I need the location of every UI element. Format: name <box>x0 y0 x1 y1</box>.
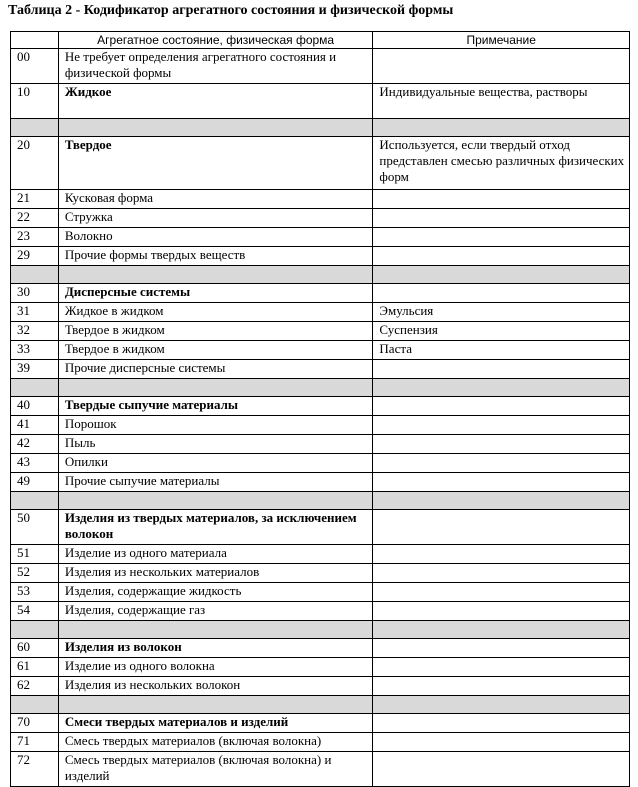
code-cell: 40 <box>11 397 59 416</box>
code-cell: 53 <box>11 583 59 602</box>
note-cell <box>373 190 630 209</box>
code-cell: 62 <box>11 677 59 696</box>
table-row <box>11 714 630 733</box>
code-cell: 42 <box>11 435 59 454</box>
table-row <box>11 658 630 677</box>
table-row <box>11 733 630 752</box>
form-cell: Изделие из одного волокна <box>58 658 373 677</box>
code-cell: 21 <box>11 190 59 209</box>
table-row <box>11 209 630 228</box>
code-cell: 52 <box>11 564 59 583</box>
note-cell <box>373 510 630 545</box>
code-cell: 23 <box>11 228 59 247</box>
separator-row <box>11 492 630 510</box>
table-row <box>11 602 630 621</box>
note-cell <box>373 545 630 564</box>
code-cell: 61 <box>11 658 59 677</box>
form-cell: Твердые сыпучие материалы <box>58 397 373 416</box>
table-row <box>11 190 630 209</box>
note-cell: Суспензия <box>373 322 630 341</box>
table-row <box>11 677 630 696</box>
separator-cell <box>11 696 59 714</box>
form-cell: Дисперсные системы <box>58 284 373 303</box>
table-body <box>11 49 630 787</box>
table-row <box>11 360 630 379</box>
form-cell: Прочие формы твердых веществ <box>58 247 373 266</box>
form-cell: Изделия из нескольких материалов <box>58 564 373 583</box>
note-cell: Эмульсия <box>373 303 630 322</box>
code-cell: 29 <box>11 247 59 266</box>
form-cell: Кусковая форма <box>58 190 373 209</box>
note-cell <box>373 677 630 696</box>
table-row <box>11 435 630 454</box>
form-cell: Опилки <box>58 454 373 473</box>
form-cell: Изделия из нескольких волокон <box>58 677 373 696</box>
note-cell <box>373 228 630 247</box>
separator-cell <box>11 492 59 510</box>
separator-row <box>11 696 630 714</box>
form-cell: Прочие сыпучие материалы <box>58 473 373 492</box>
form-cell: Смесь твердых материалов (включая волокна) и изделий <box>58 752 373 787</box>
note-cell <box>373 658 630 677</box>
note-cell: Используется, если твердый отход представлен смесью различных физических форм <box>373 137 630 190</box>
separator-cell <box>58 266 373 284</box>
form-cell: Не требует определения агрегатного состояния и физической формы <box>58 49 373 84</box>
note-cell <box>373 639 630 658</box>
note-cell <box>373 564 630 583</box>
separator-cell <box>58 119 373 137</box>
code-cell: 20 <box>11 137 59 190</box>
code-cell: 49 <box>11 473 59 492</box>
table-row <box>11 752 630 787</box>
form-cell: Пыль <box>58 435 373 454</box>
form-cell: Волокно <box>58 228 373 247</box>
note-cell <box>373 247 630 266</box>
separator-cell <box>373 379 630 397</box>
form-cell: Твердое <box>58 137 373 190</box>
code-cell: 43 <box>11 454 59 473</box>
code-cell: 39 <box>11 360 59 379</box>
note-cell <box>373 583 630 602</box>
form-cell: Изделия из волокон <box>58 639 373 658</box>
separator-cell <box>11 266 59 284</box>
codifier-table <box>10 31 630 787</box>
table-row <box>11 303 630 322</box>
separator-cell <box>373 119 630 137</box>
note-cell <box>373 733 630 752</box>
note-cell <box>373 49 630 84</box>
note-cell <box>373 284 630 303</box>
note-cell <box>373 752 630 787</box>
form-cell: Порошок <box>58 416 373 435</box>
code-cell: 00 <box>11 49 59 84</box>
note-cell <box>373 602 630 621</box>
separator-cell <box>11 621 59 639</box>
separator-cell <box>373 696 630 714</box>
form-cell: Изделия, содержащие жидкость <box>58 583 373 602</box>
separator-cell <box>58 621 373 639</box>
form-cell: Жидкое <box>58 84 373 119</box>
separator-cell <box>373 621 630 639</box>
code-cell: 50 <box>11 510 59 545</box>
separator-row <box>11 119 630 137</box>
code-cell: 30 <box>11 284 59 303</box>
code-cell: 41 <box>11 416 59 435</box>
table-row <box>11 284 630 303</box>
table-row <box>11 510 630 545</box>
note-cell <box>373 209 630 228</box>
table-row <box>11 454 630 473</box>
table-row <box>11 639 630 658</box>
table-row <box>11 545 630 564</box>
table-row <box>11 341 630 360</box>
header-note: Примечание <box>373 32 630 49</box>
form-cell: Жидкое в жидком <box>58 303 373 322</box>
separator-row <box>11 379 630 397</box>
note-cell <box>373 416 630 435</box>
note-cell <box>373 435 630 454</box>
code-cell: 32 <box>11 322 59 341</box>
form-cell: Прочие дисперсные системы <box>58 360 373 379</box>
code-cell: 33 <box>11 341 59 360</box>
form-cell: Твердое в жидком <box>58 322 373 341</box>
code-cell: 72 <box>11 752 59 787</box>
code-cell: 71 <box>11 733 59 752</box>
separator-cell <box>11 119 59 137</box>
form-cell: Твердое в жидком <box>58 341 373 360</box>
separator-cell <box>373 266 630 284</box>
note-cell <box>373 454 630 473</box>
note-cell <box>373 397 630 416</box>
separator-cell <box>11 379 59 397</box>
table-row <box>11 564 630 583</box>
separator-cell <box>373 492 630 510</box>
table-row <box>11 84 630 119</box>
note-cell <box>373 360 630 379</box>
separator-row <box>11 266 630 284</box>
table-row <box>11 583 630 602</box>
form-cell: Изделия из твердых материалов, за исключением волокон <box>58 510 373 545</box>
table-title: Таблица 2 - Кодификатор агрегатного состояния и физической формы <box>8 3 454 18</box>
table-row <box>11 228 630 247</box>
table-row <box>11 322 630 341</box>
note-cell <box>373 473 630 492</box>
table-row <box>11 49 630 84</box>
header-row <box>11 32 630 49</box>
form-cell: Изделия, содержащие газ <box>58 602 373 621</box>
code-cell: 60 <box>11 639 59 658</box>
note-cell <box>373 714 630 733</box>
separator-cell <box>58 492 373 510</box>
table-row <box>11 137 630 190</box>
note-cell: Паста <box>373 341 630 360</box>
separator-row <box>11 621 630 639</box>
table-row <box>11 416 630 435</box>
code-cell: 54 <box>11 602 59 621</box>
form-cell: Изделие из одного материала <box>58 545 373 564</box>
separator-cell <box>58 696 373 714</box>
form-cell: Смеси твердых материалов и изделий <box>58 714 373 733</box>
form-cell: Стружка <box>58 209 373 228</box>
code-cell: 10 <box>11 84 59 119</box>
code-cell: 51 <box>11 545 59 564</box>
header-form: Агрегатное состояние, физическая форма <box>58 32 373 49</box>
code-cell: 22 <box>11 209 59 228</box>
table-row <box>11 247 630 266</box>
table-row <box>11 473 630 492</box>
code-cell: 31 <box>11 303 59 322</box>
code-cell: 70 <box>11 714 59 733</box>
form-cell: Смесь твердых материалов (включая волокна) <box>58 733 373 752</box>
header-code <box>11 32 59 49</box>
note-cell: Индивидуальные вещества, растворы <box>373 84 630 119</box>
table-row <box>11 397 630 416</box>
separator-cell <box>58 379 373 397</box>
